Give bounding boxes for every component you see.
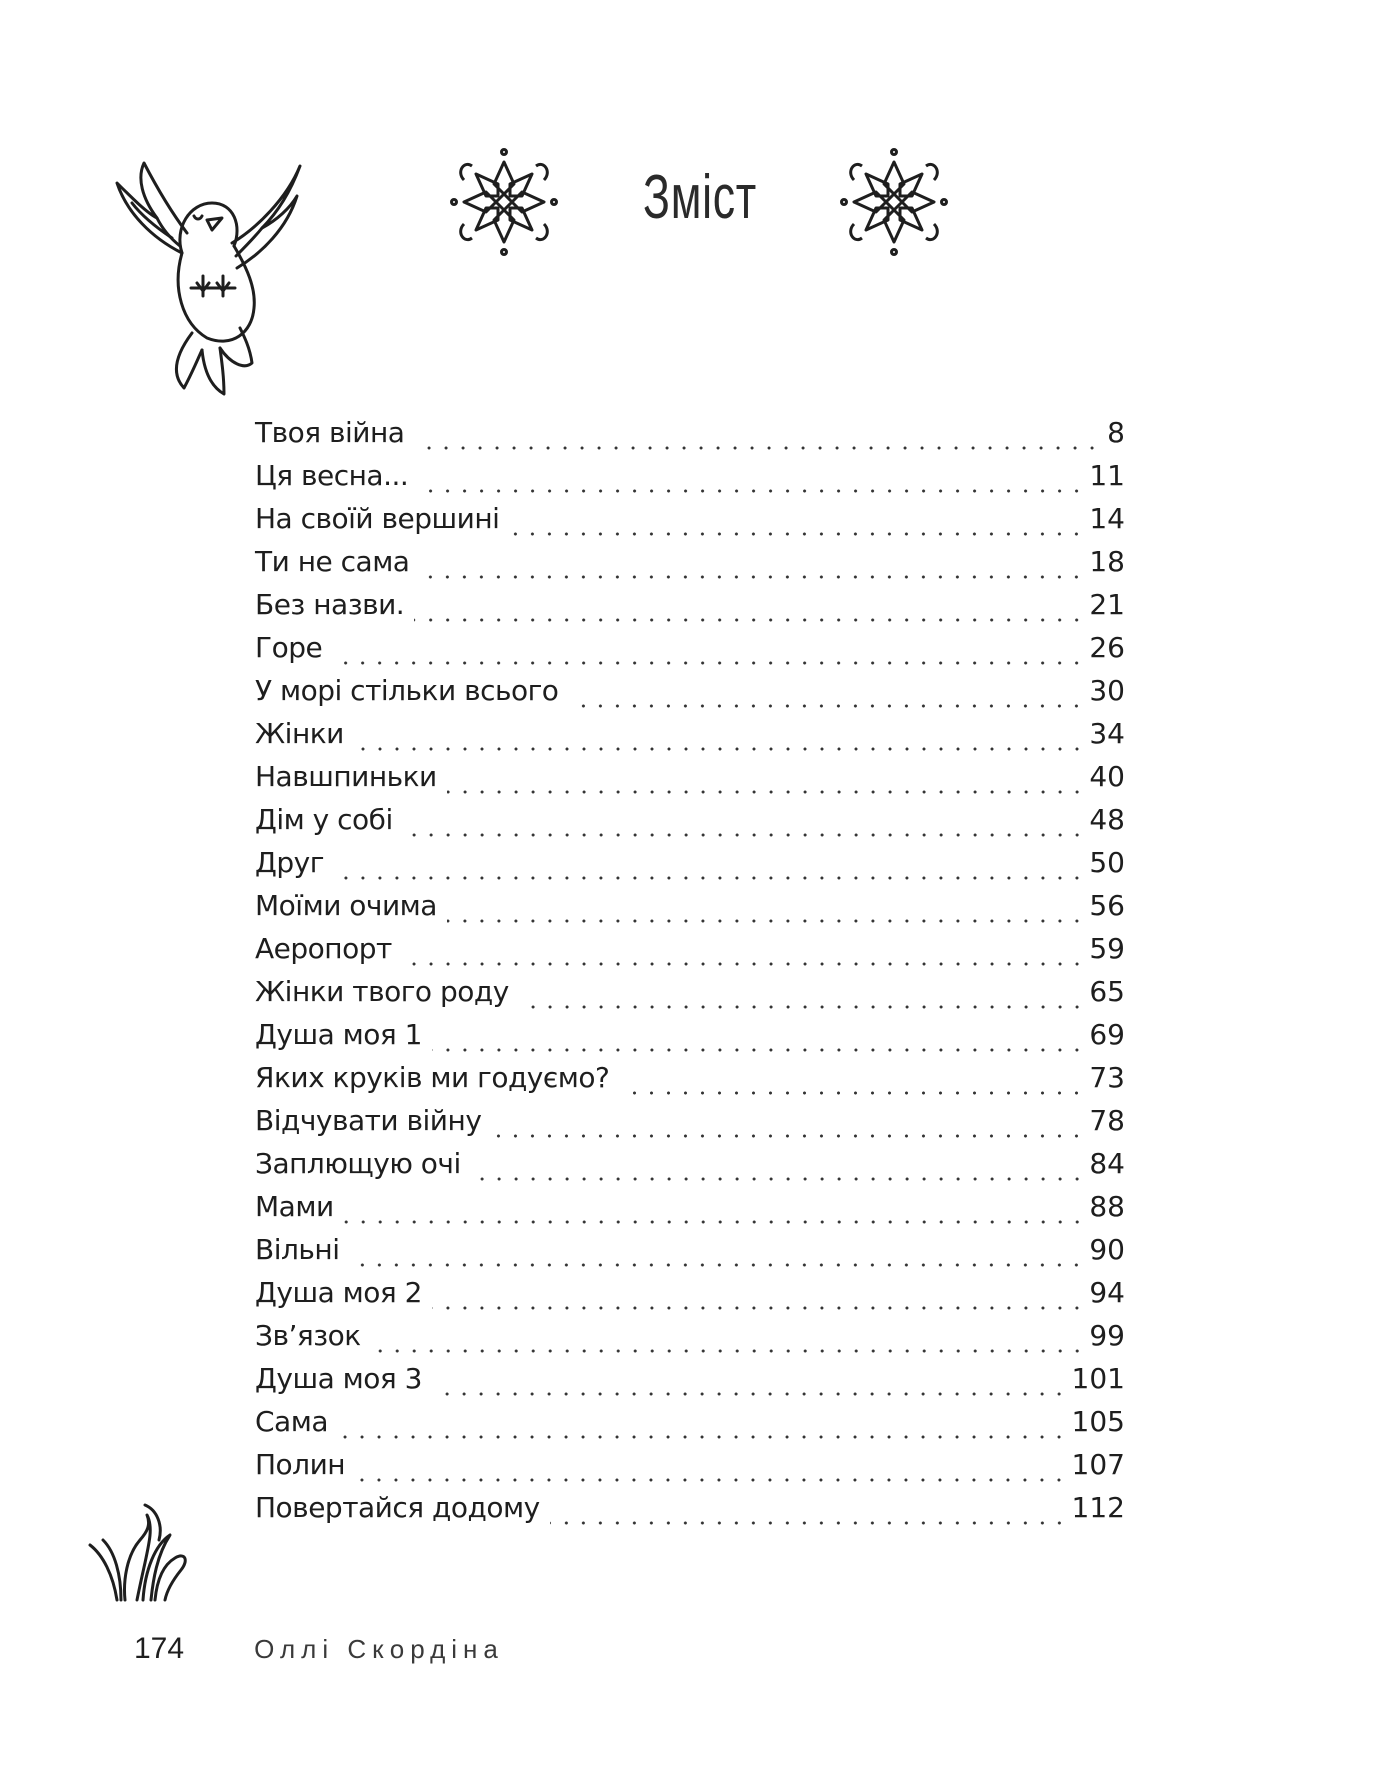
toc-entry[interactable] (255, 1491, 1125, 1534)
dot-leader (402, 962, 1086, 966)
toc-entry-page: 65 (1089, 975, 1125, 1008)
star-ornament-icon (840, 148, 948, 256)
dot-leader (371, 1349, 1086, 1353)
toc-entry-title: Друг (255, 846, 324, 879)
toc-entry[interactable] (255, 1405, 1125, 1448)
toc-entry-title: Аеропорт (255, 932, 392, 965)
toc-entry-title: Зв’язок (255, 1319, 361, 1352)
toc-entry[interactable] (255, 889, 1125, 932)
toc-entry-page: 26 (1089, 631, 1125, 664)
toc-entry-page: 105 (1071, 1405, 1125, 1438)
dot-leader (550, 1521, 1068, 1525)
toc-entry-title: Моїми очима (255, 889, 437, 922)
toc-entry[interactable] (255, 1276, 1125, 1319)
toc-entry-page: 8 (1107, 416, 1125, 449)
toc-entry-title: Мами (255, 1190, 334, 1223)
table-of-contents (255, 416, 1125, 1534)
toc-entry-page: 94 (1089, 1276, 1125, 1309)
grass-icon (85, 1500, 195, 1610)
toc-entry-title: Горе (255, 631, 323, 664)
dot-leader (432, 1392, 1068, 1396)
page-title: Зміст (643, 163, 757, 232)
toc-entry-title: Душа моя 2 (255, 1276, 422, 1309)
dot-leader (332, 661, 1085, 665)
toc-entry-page: 73 (1089, 1061, 1125, 1094)
toc-entry[interactable] (255, 1233, 1125, 1276)
toc-entry-title: Душа моя 1 (255, 1018, 422, 1051)
dot-leader (491, 1134, 1085, 1138)
toc-entry-title: Повертайся додому (255, 1491, 540, 1524)
dot-leader (349, 1263, 1085, 1267)
toc-entry-title: Ти не сама (255, 545, 410, 578)
dot-leader (354, 747, 1086, 751)
dot-leader (418, 489, 1085, 493)
toc-entry[interactable] (255, 545, 1125, 588)
toc-entry-title: Відчувати війну (255, 1104, 482, 1137)
dot-leader (471, 1177, 1086, 1181)
toc-entry-page: 84 (1089, 1147, 1125, 1180)
dot-leader (619, 1091, 1085, 1095)
dot-leader (519, 1005, 1086, 1009)
dot-leader (432, 1048, 1085, 1052)
toc-entry-page: 18 (1089, 545, 1125, 578)
toc-entry-page: 14 (1089, 502, 1125, 535)
toc-entry-title: Ця весна... (255, 459, 409, 492)
star-ornament-icon (450, 148, 558, 256)
toc-entry-title: У морі стільки всього (255, 674, 559, 707)
toc-entry[interactable] (255, 1104, 1125, 1147)
toc-entry[interactable] (255, 1448, 1125, 1491)
toc-entry[interactable] (255, 932, 1125, 975)
dot-leader (338, 1435, 1068, 1439)
toc-entry-page: 40 (1089, 760, 1125, 793)
dot-leader (344, 1220, 1086, 1224)
toc-entry[interactable] (255, 1061, 1125, 1104)
toc-entry[interactable] (255, 502, 1125, 545)
toc-entry-title: Душа моя 3 (255, 1362, 422, 1395)
toc-entry-page: 50 (1089, 846, 1125, 879)
page-footer (134, 1632, 504, 1666)
toc-entry-page: 30 (1089, 674, 1125, 707)
toc-entry-page: 34 (1089, 717, 1125, 750)
author-name: Оллі Скордіна (254, 1634, 504, 1664)
dot-leader (414, 446, 1101, 450)
toc-entry-title: Полин (255, 1448, 346, 1481)
dot-leader (355, 1478, 1067, 1482)
page-number: 174 (134, 1632, 185, 1665)
toc-entry[interactable] (255, 1018, 1125, 1061)
toc-entry[interactable] (255, 588, 1125, 631)
dot-leader (568, 704, 1085, 708)
toc-entry-page: 21 (1089, 588, 1125, 621)
toc-entry[interactable] (255, 1362, 1125, 1405)
toc-entry-title: Заплющую очі (255, 1147, 461, 1180)
toc-entry-page: 48 (1089, 803, 1125, 836)
dot-leader (403, 833, 1086, 837)
toc-entry-title: Твоя війна (255, 416, 405, 449)
toc-entry[interactable] (255, 1190, 1125, 1233)
toc-entry-title: Навшпиньки (255, 760, 437, 793)
toc-entry[interactable] (255, 717, 1125, 760)
toc-entry-page: 99 (1089, 1319, 1125, 1352)
dot-leader (334, 876, 1085, 880)
toc-entry[interactable] (255, 803, 1125, 846)
toc-entry[interactable] (255, 1319, 1125, 1362)
toc-entry-title: Сама (255, 1405, 328, 1438)
toc-entry[interactable] (255, 1147, 1125, 1190)
toc-entry[interactable] (255, 416, 1125, 459)
dot-leader (419, 575, 1085, 579)
toc-entry-page: 56 (1089, 889, 1125, 922)
toc-entry-title: На своїй вершині (255, 502, 500, 535)
toc-entry-page: 101 (1071, 1362, 1125, 1395)
toc-entry[interactable] (255, 631, 1125, 674)
toc-entry-page: 78 (1089, 1104, 1125, 1137)
toc-entry[interactable] (255, 846, 1125, 889)
toc-entry-title: Дім у собі (255, 803, 393, 836)
toc-entry[interactable] (255, 975, 1125, 1018)
toc-entry-page: 88 (1089, 1190, 1125, 1223)
toc-entry-page: 59 (1089, 932, 1125, 965)
dot-leader (414, 618, 1085, 622)
bird-icon (112, 158, 302, 403)
toc-entry-page: 11 (1089, 459, 1125, 492)
dot-leader (432, 1306, 1085, 1310)
toc-entry[interactable] (255, 459, 1125, 502)
toc-entry[interactable] (255, 760, 1125, 803)
toc-entry-title: Жінки твого роду (255, 975, 509, 1008)
toc-entry-title: Жінки (255, 717, 344, 750)
toc-entry-page: 112 (1071, 1491, 1125, 1524)
toc-entry-title: Без назви. (255, 588, 405, 621)
dot-leader (447, 919, 1085, 923)
toc-entry-title: Вільні (255, 1233, 340, 1266)
toc-entry[interactable] (255, 674, 1125, 717)
toc-entry-page: 107 (1071, 1448, 1125, 1481)
title-row (440, 140, 960, 265)
dot-leader (447, 790, 1086, 794)
dot-leader (509, 532, 1085, 536)
toc-entry-page: 90 (1089, 1233, 1125, 1266)
toc-entry-page: 69 (1089, 1018, 1125, 1051)
toc-entry-title: Яких круків ми годуємо? (255, 1061, 610, 1094)
